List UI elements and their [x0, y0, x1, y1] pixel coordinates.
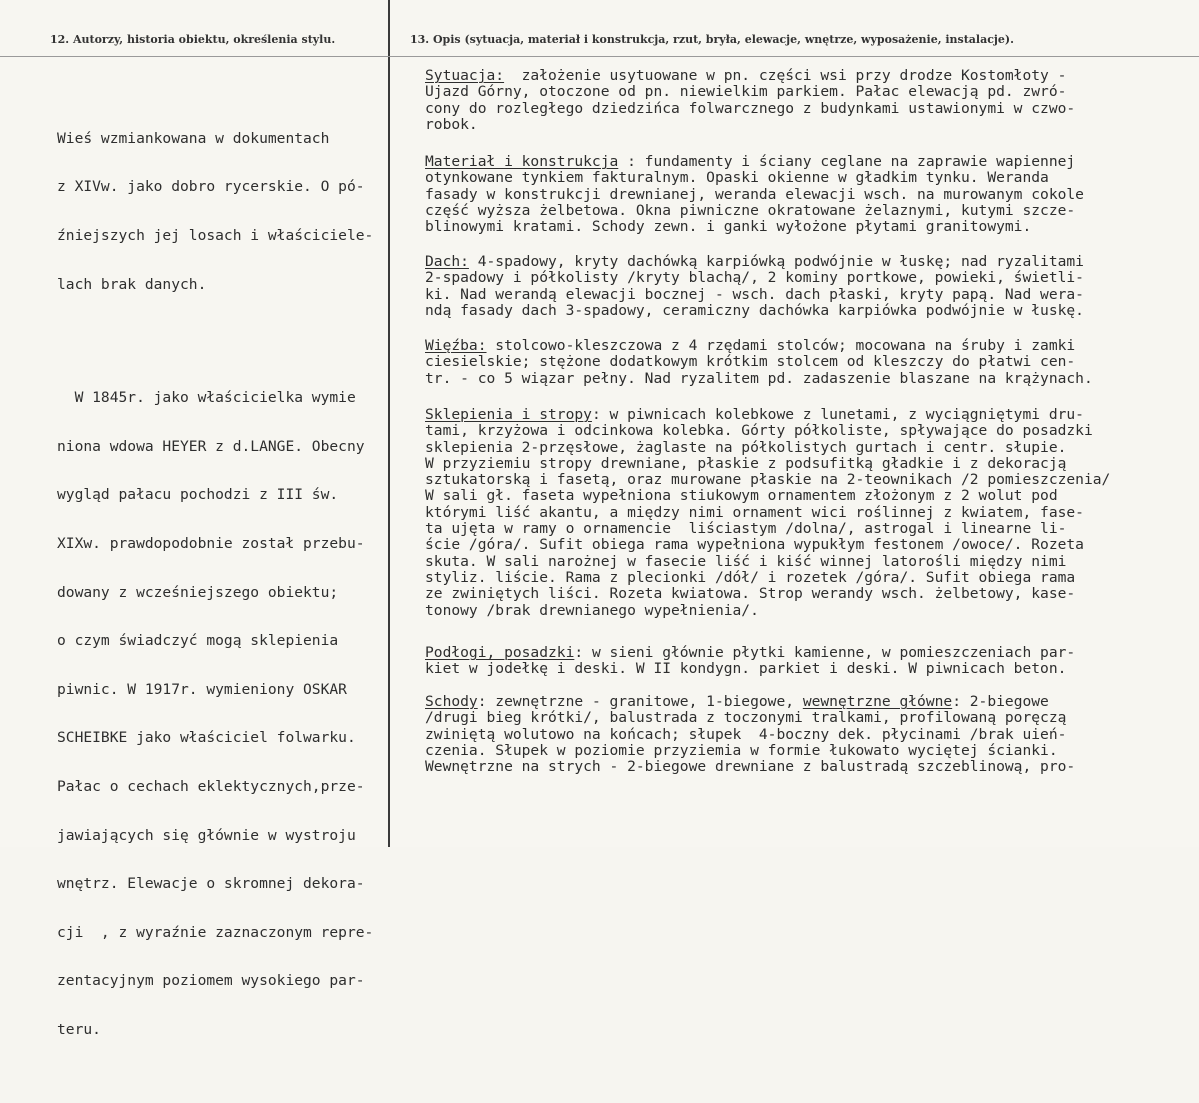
text-line: tr. - co 5 wiązar pełny. Nad ryzalitem pd. zadaszenie blaszane na krążynach. — [425, 369, 1093, 387]
text-line: SCHEIBKE jako właściciel folwarku. — [57, 729, 356, 747]
text-line: : zewnętrzne - granitowe, 1-biegowe, — [477, 693, 803, 710]
history-text — [57, 66, 373, 1103]
text-line: piwnic. W 1917r. wymieniony OSKAR — [57, 680, 347, 698]
text-line: źniejszych jej losach i właściciele- — [57, 227, 374, 245]
text-line: 2-spadowy i półkolisty /kryty blachą/, 2 kominy portkowe, powieki, świetli- — [425, 269, 1084, 287]
text-line: fasady w konstrukcji drewnianej, weranda elewacji wsch. na murowanym cokole — [425, 185, 1084, 203]
section-roof-truss — [425, 338, 1093, 387]
heading-authors-history: 12. Autorzy, historia obiektu, określenia stylu. — [50, 33, 336, 46]
text-line: cony do rozległego dziedzińca folwarcznego z budynkami ustawionymi w czwo- — [425, 99, 1076, 117]
text-line: wygląd pałacu pochodzi z III św. — [57, 486, 339, 504]
text-line: stolcowo-kleszczowa z 4 rzędami stolców; mocowana na śruby i zamki — [486, 337, 1076, 354]
section-material-construction — [425, 154, 1084, 235]
text-line: którymi liść akantu, a między nimi ornament wici roślinnej z kwiatem, fase- — [425, 503, 1084, 521]
text-line: część wyższa żelbetowa. Okna piwniczne okratowane żelaznymi, kutymi szcze- — [425, 201, 1076, 219]
section-label: Materiał i konstrukcja — [425, 153, 619, 170]
text-line: ście /góra/. Sufit obiega rama wypełniona wypukłym festonem /owoce/. Rozeta — [425, 536, 1084, 554]
text-line: ndą fasady dach 3-spadowy, ceramiczny dachówka karpiówka podwójnie w łuskę. — [425, 301, 1084, 319]
text-line: Wewnętrzne na strych - 2-biegowe drewniane z balustradą szczeblinową, pro- — [425, 758, 1076, 776]
text-line: blinowymi kratami. Schody zewn. i ganki wyłożone płytami granitowymi. — [425, 218, 1032, 236]
text-line: XIXw. prawdopodobnie został przebu- — [57, 534, 365, 552]
text-line: założenie usytuowane w pn. części wsi przy drodze Kostomłoty - — [504, 67, 1067, 84]
text-line: z XIVw. jako dobro rycerskie. O pó- — [57, 178, 365, 196]
text-line: sklepienia 2-przęsłowe, żaglaste na półkolistych gurtach i centr. słupie. — [425, 438, 1067, 456]
history-paragraph-2 — [57, 358, 373, 1071]
section-label: Podłogi, posadzki — [425, 644, 575, 661]
text-line: zwiniętą wolutowo na końcach; słupek 4-boczny dek. płycinami /brak uień- — [425, 725, 1067, 743]
text-line: dowany z wcześniejszego obiektu; — [57, 583, 339, 601]
text-line: /drugi bieg krótki/, balustrada z toczonymi tralkami, profilowaną poręczą — [425, 709, 1067, 727]
text-line: cji , z wyraźnie zaznaczonym repre- — [57, 923, 374, 941]
section-floors — [425, 645, 1075, 678]
text-line: W 1845r. jako właścicielka wymie — [57, 389, 356, 407]
section-stairs — [425, 694, 1075, 775]
text-line: o czym świadczyć mogą sklepienia — [57, 632, 339, 650]
text-line: teru. — [57, 1020, 101, 1038]
text-line: ta ujęta w ramy o ornamencie liściastym /dolna/, astrogal i linearne li- — [425, 520, 1067, 538]
text-line: niona wdowa HEYER z d.LANGE. Obecny — [57, 437, 365, 455]
column-divider — [388, 0, 390, 847]
history-paragraph-1 — [57, 98, 373, 325]
text-line: styliz. liście. Rama z plecionki /dół/ i rozetek /góra/. Sufit obiega rama — [425, 568, 1076, 586]
text-line: czenia. Słupek w poziomie przyziemia w formie łukowato wyciętej ścianki. — [425, 741, 1058, 759]
section-roof — [425, 254, 1084, 319]
text-line: 4-spadowy, kryty dachówką karpiówką podwójnie w łuskę; nad ryzalitami — [468, 253, 1084, 270]
text-line: : fundamenty i ściany ceglane na zaprawie wapiennej — [618, 153, 1076, 170]
section-sublabel: wewnętrzne główne — [802, 693, 953, 710]
text-line: Pałac o cechach eklektycznych,prze- — [57, 777, 365, 795]
text-line: : 2-biegowe — [952, 693, 1049, 710]
text-line: zentacyjnym poziomem wysokiego par- — [57, 972, 365, 990]
text-line: Wieś wzmiankowana w dokumentach — [57, 129, 330, 147]
text-line: robok. — [425, 115, 478, 133]
text-line: W przyziemiu stropy drewniane, płaskie z podsufitką gładkie i z dekoracją — [425, 454, 1067, 472]
section-label: Dach: — [425, 253, 469, 270]
text-line: : w sieni głównie płytki kamienne, w pomieszczeniach par- — [574, 644, 1076, 661]
text-line: sztukatorską i fasetą, oraz murowane płaskie na 2-teownikach /2 pomieszczenia/ — [425, 471, 1111, 489]
section-label: Więźba: — [425, 337, 487, 354]
text-line: ki. Nad werandą elewacji bocznej - wsch. dach płaski, kryty papą. Nad wera- — [425, 285, 1084, 303]
section-label: Sklepienia i stropy — [425, 406, 592, 423]
text-line: otynkowane tynkiem fakturalnym. Opaski okienne w gładkim tynku. Weranda — [425, 169, 1049, 187]
text-line: ciesielskie; stężone dodatkowym krótkim stolcem od kleszczy do płatwi cen- — [425, 353, 1076, 371]
heading-description: 13. Opis (sytuacja, materiał i konstrukcja, rzut, bryła, elewacje, wnętrze, wyposażenie, instalacje). — [410, 33, 1014, 46]
text-line: ze zwiniętych liści. Rozeta kwiatowa. Strop werandy wsch. żelbetowy, kase- — [425, 585, 1076, 603]
header-rule — [0, 56, 1199, 57]
section-situation — [425, 68, 1075, 133]
text-line: skuta. W sali narożnej w fasecie liść i kiść winnej latorośli między nimi — [425, 552, 1067, 570]
text-line: wnętrz. Elewacje o skromnej dekora- — [57, 875, 365, 893]
text-line: jawiających się głównie w wystroju — [57, 826, 356, 844]
section-label: Sytuacja: — [425, 67, 505, 84]
text-line: Ujazd Górny, otoczone od pn. niewielkim parkiem. Pałac elewacją pd. zwró- — [425, 83, 1067, 101]
text-line: : w piwnicach kolebkowe z lunetami, z wyciągniętymi dru- — [591, 406, 1084, 423]
section-label: Schody — [425, 693, 478, 710]
text-line: tonowy /brak drewnianego wypełnienia/. — [425, 601, 759, 619]
text-line: kiet w jodełkę i deski. W II kondygn. parkiet i deski. W piwnicach beton. — [425, 660, 1067, 678]
text-line: tami, krzyżowa i odcinkowa kolebka. Górty półkoliste, spływające do posadzki — [425, 422, 1093, 440]
text-line: W sali gł. faseta wypełniona stiukowym ornamentem złożonym z 2 wolut pod — [425, 487, 1058, 505]
section-vaults-ceilings — [425, 407, 1110, 619]
text-line: lach brak danych. — [57, 275, 207, 293]
